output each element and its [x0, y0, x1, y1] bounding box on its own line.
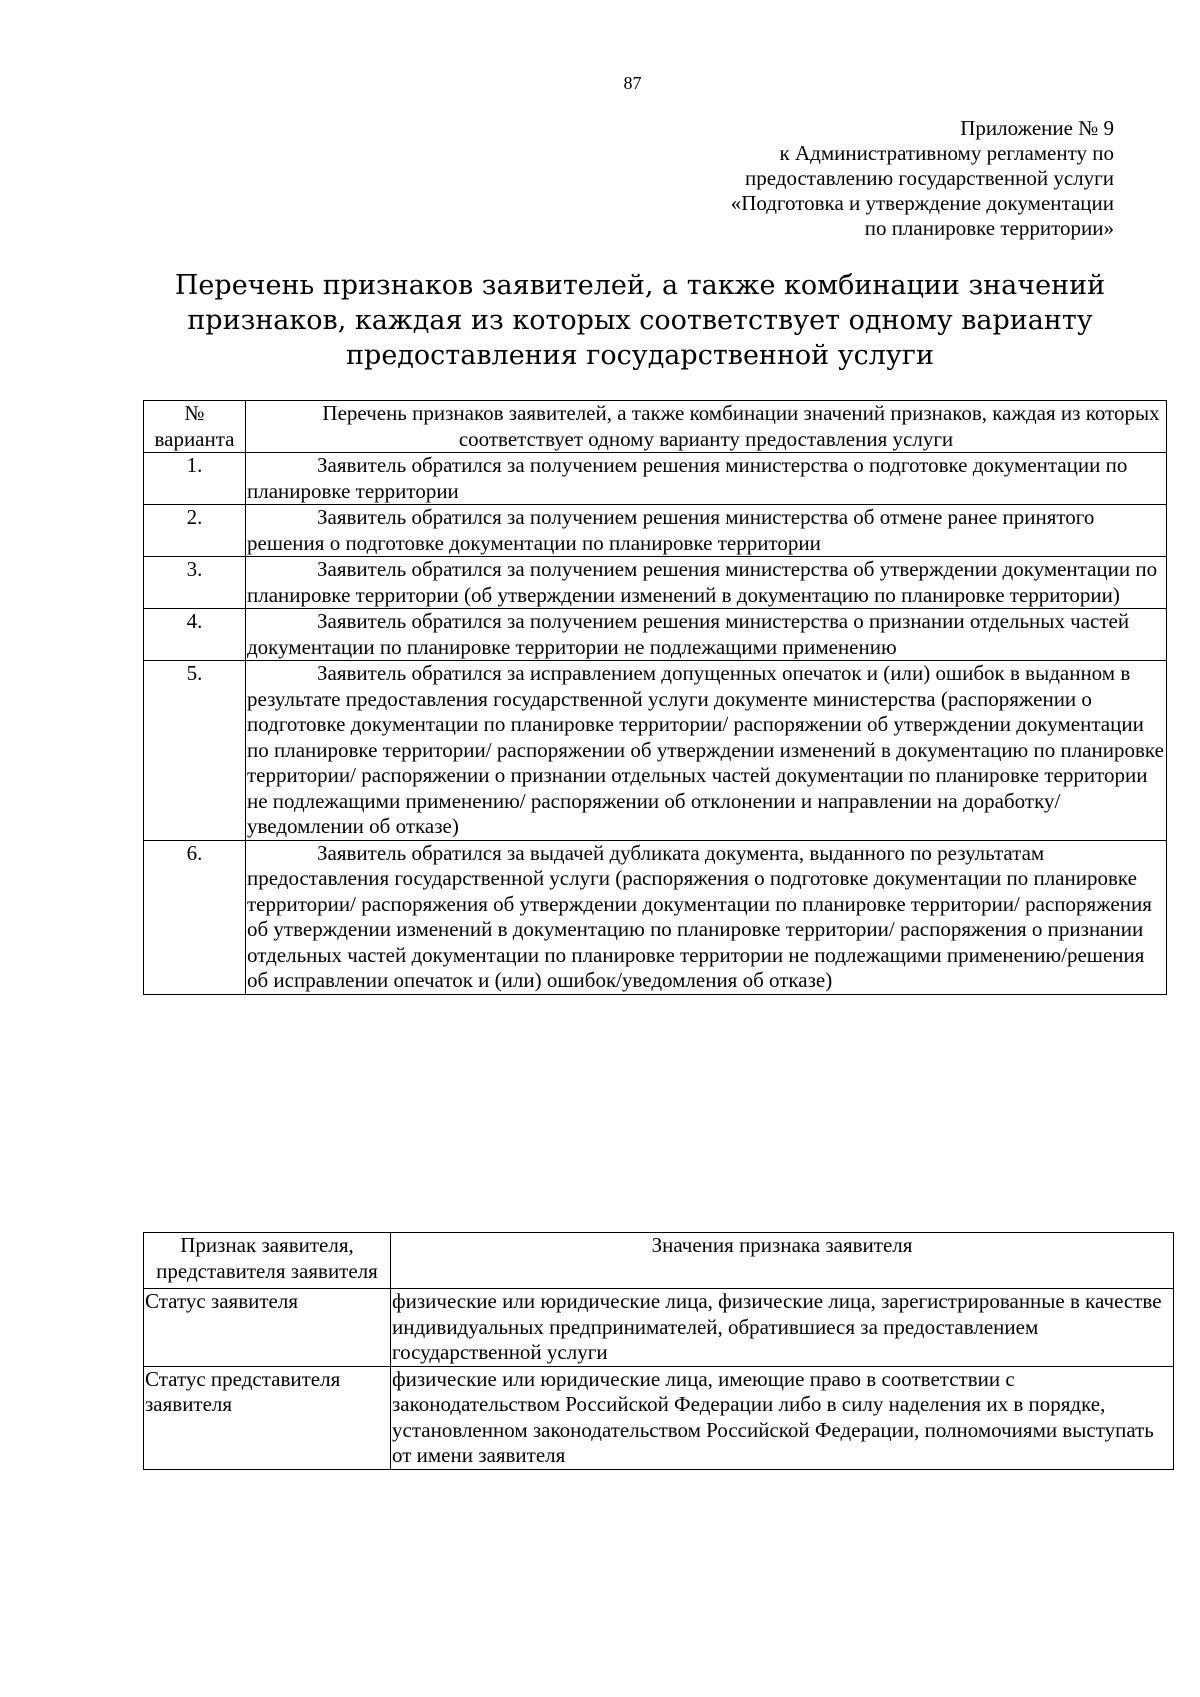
variants-table-header-row — [144, 401, 1167, 453]
variant-number: 2. — [144, 505, 246, 557]
applicant-signs-table — [143, 1232, 1174, 1470]
appendix-line-4: «Подготовка и утверждение документации — [730, 191, 1114, 215]
appendix-line-5: по планировке территории» — [864, 216, 1114, 240]
title-line-3: предоставления государственной услуги — [346, 340, 934, 371]
table-row — [144, 1289, 1174, 1367]
title-line-1: Перечень признаков заявителей, а также комбинации значений — [174, 270, 1106, 301]
variant-description-text: Заявитель обратился за исправлением допущенных опечаток и (или) ошибок в выданном в результате предоставления государственной услуги документе министерства (распоряжении о подготовке документации по планировке территории/ распоряжении об утверждении документации по планировке территории/ распоряжении об утверждении изменений в документацию по планировке территории/ распоряжении о признании отдельных частей документации по планировке территории не подлежащими применению/ распоряжении об отклонении и направлении на доработку/уведомлении об отказе) — [247, 661, 1164, 838]
table-row — [144, 661, 1167, 841]
variant-number: 4. — [144, 609, 246, 661]
document-title — [140, 268, 1140, 373]
variant-description-text: Заявитель обратился за получением решения министерства о подготовке документации по планировке территории — [247, 453, 1128, 503]
variant-description-header-text: Перечень признаков заявителей, а также комбинации значений признаков, каждая из которых соответствует одному варианту предоставления услуги — [322, 401, 1160, 451]
applicant-sign-header: Признак заявителя, представителя заявителя — [144, 1233, 391, 1289]
variant-description — [246, 840, 1167, 994]
table-row — [144, 557, 1167, 609]
variant-number: 6. — [144, 840, 246, 994]
appendix-line-3: предоставлению государственной услуги — [745, 166, 1114, 190]
signs-table-header-row — [144, 1233, 1174, 1289]
table-row — [144, 840, 1167, 994]
variant-description-text: Заявитель обратился за выдачей дубликата документа, выданного по результатам предоставления государственной услуги (распоряжения о подготовке документации по планировке территории/ распоряжения об утверждении документации по планировке территории/ распоряжения об утверждении изменений в документацию по планировке территории/ распоряжения о признании отдельных частей документации по планировке территории не подлежащими применению/решения об исправлении опечаток и (или) ошибок/уведомления об отказе) — [247, 840, 1152, 992]
applicant-sign: Статус заявителя — [144, 1289, 391, 1367]
table-row — [144, 609, 1167, 661]
variant-number-header: № варианта — [144, 401, 246, 453]
appendix-line-1: Приложение № 9 — [960, 116, 1114, 140]
variant-description — [246, 557, 1167, 609]
page-number: 87 — [623, 73, 642, 93]
variant-number: 5. — [144, 661, 246, 841]
applicant-sign: Статус представителя заявителя — [144, 1366, 391, 1469]
appendix-header — [731, 116, 1114, 241]
table-row — [144, 1366, 1174, 1469]
variant-description-text: Заявитель обратился за получением решения министерства об отмене ранее принятого решения о подготовке документации по планировке территории — [247, 505, 1095, 555]
variant-description-text: Заявитель обратился за получением решения министерства об утверждении документации по планировке территории (об утверждении изменений в документацию по планировке территории) — [247, 557, 1158, 607]
variant-description — [246, 661, 1167, 841]
title-line-2: признаков, каждая из которых соответствует одному варианту — [187, 305, 1093, 336]
appendix-line-2: к Административному регламенту по — [779, 141, 1114, 165]
variant-description — [246, 505, 1167, 557]
sign-values-header: Значения признака заявителя — [391, 1233, 1174, 1289]
table-row — [144, 505, 1167, 557]
sign-value: физические или юридические лица, физические лица, зарегистрированные в качестве индивидуальных предпринимателей, обратившиеся за предоставлением государственной услуги — [391, 1289, 1174, 1367]
variant-description-header — [246, 401, 1167, 453]
table-row — [144, 453, 1167, 505]
variant-description-text: Заявитель обратился за получением решения министерства о признании отдельных частей документации по планировке территории не подлежащими применению — [247, 609, 1130, 659]
variant-description — [246, 609, 1167, 661]
variants-table — [143, 400, 1167, 995]
sign-value: физические или юридические лица, имеющие право в соответствии с законодательством Российской Федерации либо в силу наделения их в порядке, установленном законодательством Российской Федерации, полномочиями выступать от имени заявителя — [391, 1366, 1174, 1469]
variant-number: 1. — [144, 453, 246, 505]
variant-description — [246, 453, 1167, 505]
variant-number: 3. — [144, 557, 246, 609]
